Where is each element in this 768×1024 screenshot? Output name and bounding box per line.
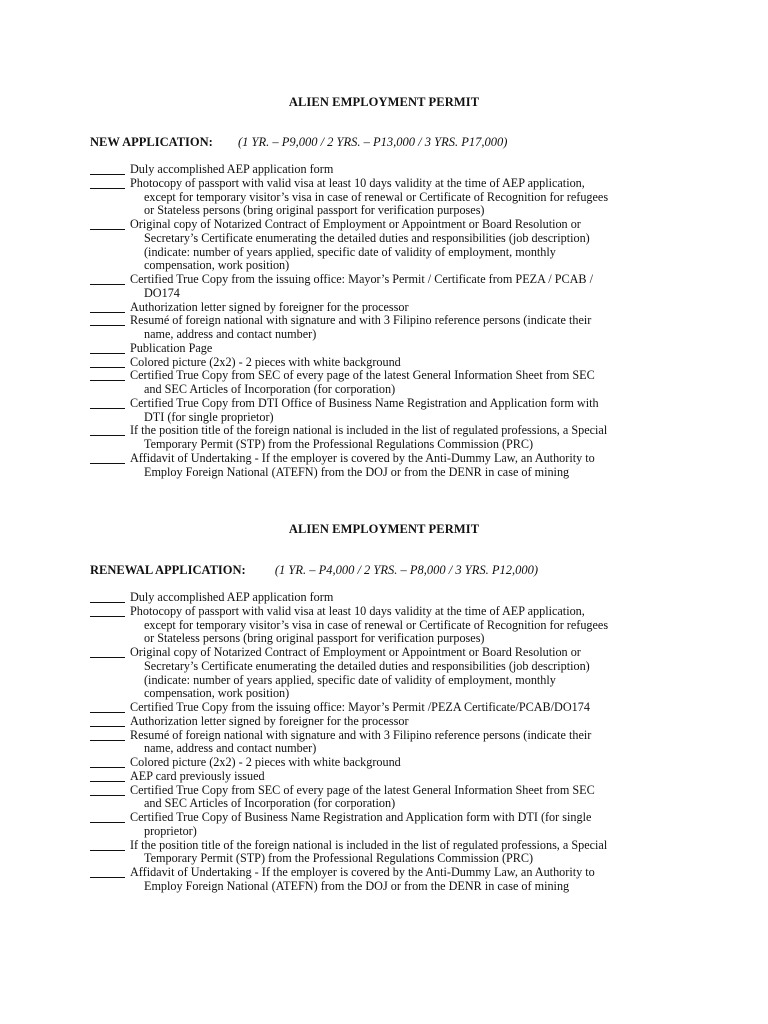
checklist-item [90, 866, 690, 894]
checklist-item-text-continued: or Stateless persons (bring original passport for verification purposes) [144, 203, 485, 218]
checklist-item [90, 811, 690, 839]
checkbox-blank-line [90, 715, 125, 727]
checklist-item-text-continued: DTI (for single proprietor) [144, 409, 274, 424]
checklist-item-text: Publication Page [130, 340, 213, 355]
checklist-item [90, 756, 690, 770]
renewal-application-label: RENEWAL APPLICATION: [90, 563, 246, 577]
checklist-item [90, 356, 690, 370]
checklist-item-text: Resumé of foreign national with signature and with 3 Filipino reference persons (indicate their [130, 727, 592, 742]
checklist-item [90, 424, 690, 452]
checklist-item [90, 715, 690, 729]
checklist-item-text: Certified True Copy of Business Name Registration and Application form with DTI (for single [130, 810, 592, 824]
checklist-item-text: Authorization letter signed by foreigner for the processor [130, 713, 409, 728]
checkbox-blank-line [90, 424, 125, 436]
checklist-item-text-continued: Temporary Permit (STP) from the Professional Regulations Commission (PRC) [144, 851, 534, 866]
checklist-item [90, 784, 690, 812]
checklist-item-text-continued: except for temporary visitor’s visa in case of renewal or Certificate of Recognition for refugees [144, 189, 609, 204]
checklist-item [90, 397, 690, 425]
checkbox-blank-line [90, 605, 125, 617]
checklist-item-text-continued: and SEC Articles of Incorporation (for corporation) [144, 796, 396, 811]
checkbox-blank-line [90, 177, 125, 189]
checklist-item-text-continued: name, address and contact number) [144, 741, 317, 756]
checklist-item [90, 273, 690, 301]
checklist-item-text: Certified True Copy from SEC of every page of the latest General Information Sheet from SEC [130, 368, 595, 383]
new-application-header [90, 135, 507, 150]
checklist-item [90, 839, 690, 867]
checkbox-blank-line [90, 811, 125, 823]
checklist-item-text-continued: DO174 [144, 285, 180, 300]
checklist-item-text: Colored picture (2x2) - 2 pieces with white background [130, 755, 401, 769]
checklist-item [90, 342, 690, 356]
checklist-item [90, 605, 690, 646]
checklist-item [90, 177, 690, 218]
checklist-item-text: Certified True Copy from the issuing office: Mayor’s Permit /PEZA Certificate/PCAB/DO174 [130, 700, 590, 714]
checklist-item-text-continued: Employ Foreign National (ATEFN) from the DOJ or from the DENR in case of mining [144, 878, 570, 893]
checklist-item [90, 369, 690, 397]
checkbox-blank-line [90, 397, 125, 409]
checkbox-blank-line [90, 356, 125, 368]
checklist-item-text-continued: compensation, work position) [144, 258, 290, 273]
renewal-application-header [90, 563, 538, 578]
checkbox-blank-line [90, 770, 125, 782]
checklist-item-text-continued: (indicate: number of years applied, specific date of validity of employment, monthly [144, 244, 556, 259]
checklist-item-text-continued: Temporary Permit (STP) from the Professional Regulations Commission (PRC) [144, 437, 534, 451]
checkbox-blank-line [90, 701, 125, 713]
checkbox-blank-line [90, 591, 125, 603]
checklist-item-text-continued: or Stateless persons (bring original passport for verification purposes) [144, 631, 485, 646]
new-checklist [90, 163, 690, 479]
checkbox-blank-line [90, 452, 125, 464]
renewal-checklist [90, 591, 690, 894]
checklist-item [90, 163, 690, 177]
checklist-item-text-continued: (indicate: number of years applied, specific date of validity of employment, monthly [144, 672, 556, 687]
checklist-item-text: If the position title of the foreign national is included in the list of regulated professions, a Special [130, 837, 608, 852]
renewal-application-fees: (1 YR. – P4,000 / 2 YRS. – P8,000 / 3 YRS. P12,000) [274, 563, 539, 577]
checkbox-blank-line [90, 314, 125, 326]
checkbox-blank-line [90, 301, 125, 313]
checklist-item-text: Resumé of foreign national with signature and with 3 Filipino reference persons (indicate their [130, 313, 592, 328]
checklist-item-text: Original copy of Notarized Contract of Employment or Appointment or Board Resolution or [130, 217, 581, 231]
checklist-item-text: Photocopy of passport with valid visa at least 10 days validity at the time of AEP application, [130, 175, 585, 190]
checkbox-blank-line [90, 866, 125, 878]
checklist-item [90, 646, 690, 701]
checklist-item [90, 591, 690, 605]
checklist-item-text: Affidavit of Undertaking - If the employer is covered by the Anti-Dummy Law, an Authority to [130, 865, 595, 879]
checklist-item-text: Certified True Copy from SEC of every page of the latest General Information Sheet from SEC [130, 782, 595, 797]
doc-title-new: ALIEN EMPLOYMENT PERMIT [288, 95, 480, 109]
checklist-item-text-continued: proprietor) [144, 823, 197, 838]
checklist-item [90, 314, 690, 342]
checklist-item-text: Duly accomplished AEP application form [130, 590, 334, 604]
new-application-label: NEW APPLICATION: [90, 135, 213, 149]
checklist-item-text: AEP card previously issued [130, 768, 265, 783]
checklist-item-text: Duly accomplished AEP application form [130, 162, 334, 176]
checklist-item-text-continued: Employ Foreign National (ATEFN) from the DOJ or from the DENR in case of mining [144, 464, 570, 479]
checkbox-blank-line [90, 342, 125, 354]
checkbox-blank-line [90, 756, 125, 768]
checkbox-blank-line [90, 729, 125, 741]
checklist-item-text: Certified True Copy from the issuing office: Mayor’s Permit / Certificate from PEZA / PCAB / [130, 272, 593, 286]
checkbox-blank-line [90, 163, 125, 175]
checklist-item [90, 301, 690, 315]
doc-title-renewal: ALIEN EMPLOYMENT PERMIT [288, 522, 480, 536]
checklist-item-text-continued: except for temporary visitor’s visa in case of renewal or Certificate of Recognition for refugees [144, 617, 609, 632]
checkbox-blank-line [90, 218, 125, 230]
checklist-item [90, 218, 690, 273]
checkbox-blank-line [90, 646, 125, 658]
checklist-item [90, 729, 690, 757]
checkbox-blank-line [90, 273, 125, 285]
checkbox-blank-line [90, 839, 125, 851]
checklist-item-text-continued: Secretary’s Certificate enumerating the detailed duties and responsibilities (job description) [144, 230, 590, 245]
checklist-item-text: Photocopy of passport with valid visa at least 10 days validity at the time of AEP application, [130, 603, 585, 618]
checklist-item-text: Colored picture (2x2) - 2 pieces with white background [130, 354, 401, 369]
checklist-item-text: Authorization letter signed by foreigner for the processor [130, 299, 409, 314]
checklist-item-text: Original copy of Notarized Contract of Employment or Appointment or Board Resolution or [130, 645, 581, 659]
checklist-item-text: Affidavit of Undertaking - If the employer is covered by the Anti-Dummy Law, an Authority to [130, 450, 595, 465]
checklist-item [90, 452, 690, 480]
checklist-item [90, 701, 690, 715]
checkbox-blank-line [90, 369, 125, 381]
checkbox-blank-line [90, 784, 125, 796]
checklist-item-text-continued: compensation, work position) [144, 686, 290, 701]
checklist-item-text-continued: Secretary’s Certificate enumerating the detailed duties and responsibilities (job description) [144, 658, 590, 673]
checklist-item [90, 770, 690, 784]
new-application-fees: (1 YR. – P9,000 / 2 YRS. – P13,000 / 3 YRS. P17,000) [237, 135, 508, 149]
checklist-item-text-continued: name, address and contact number) [144, 327, 317, 341]
checklist-item-text: If the position title of the foreign national is included in the list of regulated professions, a Special [130, 423, 608, 438]
checklist-item-text: Certified True Copy from DTI Office of Business Name Registration and Application form with [130, 395, 599, 410]
checklist-item-text-continued: and SEC Articles of Incorporation (for corporation) [144, 382, 396, 396]
